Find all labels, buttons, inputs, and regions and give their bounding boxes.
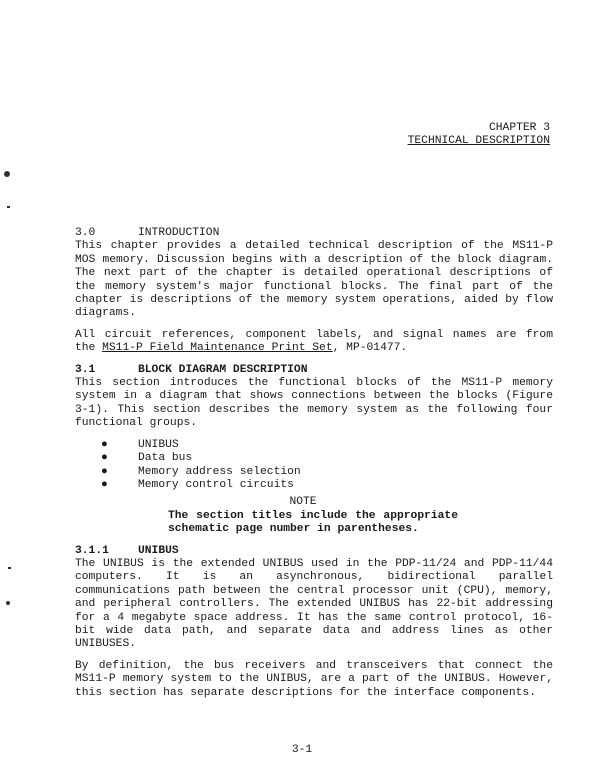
scan-speck bbox=[4, 171, 10, 177]
bullet-icon: ● bbox=[101, 452, 108, 465]
print-set-title: MS11-P Field Maintenance Print Set bbox=[102, 342, 333, 355]
section-heading-block bbox=[75, 364, 553, 377]
interface-paragraph: By definition, the bus receivers and transceivers that connect the MS11-P memory system to the UNIBUS, are a part of the UNIBUS. However, this section has separate descriptions for the interface components. bbox=[75, 659, 553, 699]
chapter-header bbox=[408, 122, 550, 148]
section-heading-intro bbox=[75, 227, 553, 240]
list-item bbox=[101, 439, 553, 452]
list-item-label: UNIBUS bbox=[138, 438, 179, 451]
block-paragraph: This section introduces the functional blocks of the MS11-P memory system in a diagram that shows connections between the blocks (Figure 3-1). This section describes the memory system as the following four functional groups. bbox=[75, 377, 553, 430]
functional-groups-list bbox=[101, 439, 553, 493]
list-item-label: Data bus bbox=[138, 452, 193, 465]
page-number: 3-1 bbox=[291, 744, 313, 756]
section-heading-unibus bbox=[75, 545, 553, 558]
references-text-end: , MP-01477. bbox=[332, 342, 408, 355]
section-title: BLOCK DIAGRAM DESCRIPTION bbox=[138, 363, 308, 376]
intro-paragraph: This chapter provides a detailed technical description of the MS11-P MOS memory. Discussion begins with a description of the block diagram. The next part of the chapter is detailed operational descriptions of the memory system's major functional blocks. The final part of the chapter is descriptions of the memory system operations, aided by flow diagrams. bbox=[75, 240, 553, 320]
section-number: 3.0 bbox=[75, 227, 96, 239]
list-item bbox=[101, 452, 553, 465]
chapter-number: CHAPTER 3 bbox=[488, 122, 550, 134]
list-item-label: Memory address selection bbox=[138, 465, 301, 478]
section-number: 3.1.1 bbox=[75, 544, 109, 557]
chapter-title: TECHNICAL DESCRIPTION bbox=[407, 135, 550, 147]
section-number: 3.1 bbox=[75, 363, 96, 376]
body-content bbox=[75, 227, 553, 700]
note-body: The section titles include the appropriate schematic page number in parentheses. bbox=[168, 509, 458, 536]
bullet-icon: ● bbox=[101, 478, 108, 491]
scan-speck bbox=[6, 601, 10, 605]
scan-speck bbox=[7, 206, 10, 208]
references-paragraph bbox=[75, 329, 553, 356]
scan-speck bbox=[8, 567, 11, 569]
list-item bbox=[101, 479, 553, 492]
section-title: INTRODUCTION bbox=[138, 227, 220, 239]
list-item-label: Memory control circuits bbox=[138, 478, 294, 491]
section-title: UNIBUS bbox=[138, 544, 179, 557]
note-title: NOTE bbox=[289, 496, 317, 509]
unibus-paragraph: The UNIBUS is the extended UNIBUS used in the PDP-11/24 and PDP-11/44 computers. It is an asynchronous, bidirectional parallel communications path between the central processor unit (CPU), memory, and peripheral controllers. The extended UNIBUS has 22-bit addressing for a 4 megabyte space address. It has the same control protocol, 16-bit wide data path, and separate data and address lines as other UNIBUSES. bbox=[75, 557, 553, 651]
bullet-icon: ● bbox=[101, 465, 108, 478]
list-item bbox=[101, 466, 553, 479]
bullet-icon: ● bbox=[101, 438, 108, 451]
references-text: All circuit references, component labels, and signal names are from the bbox=[75, 328, 553, 355]
